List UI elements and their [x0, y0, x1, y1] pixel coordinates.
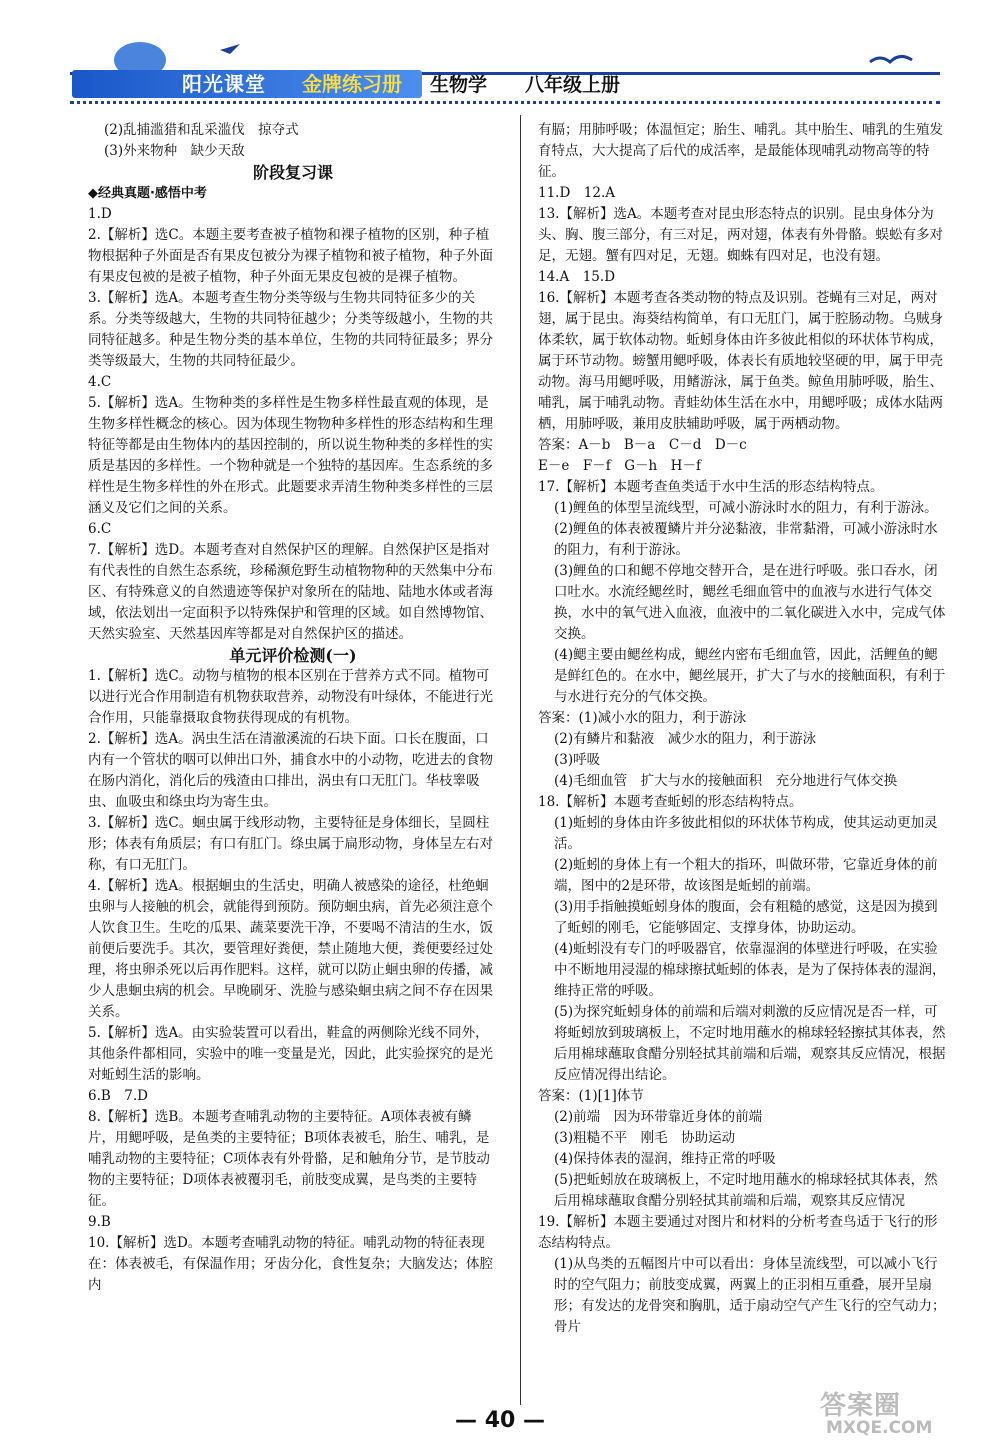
section-heading: 单元评价检测(一) — [229, 646, 357, 665]
answer-paragraph: (3)粗糙不平 刚毛 协助运动 — [554, 1130, 736, 1146]
answer-paragraph: 19.【解析】本题主要通过对图片和材料的分析考查鸟适于飞行的形态结构特点。 — [538, 1214, 938, 1251]
answer-paragraph: 9.B — [88, 1214, 111, 1230]
answer-paragraph: (2)蚯蚓的身体上有一个粗大的指环，叫做环带，它靠近身体的前端，图中的2是环带，故该图是蚯蚓的前端。 — [554, 857, 938, 894]
answer-paragraph: (5)把蚯蚓放在玻璃板上，不定时地用蘸水的棉球轻拭其体表，然后用棉球蘸取食醋分别轻拭其前端和后端，观察其反应情况 — [554, 1172, 938, 1209]
answer-paragraph: (4)保持体表的湿润，维持正常的呼吸 — [554, 1151, 776, 1167]
answer-paragraph: (4)毛细血管 扩大与水的接触面积 充分地进行气体交换 — [554, 773, 898, 789]
answer-paragraph: 有膈；用肺呼吸；体温恒定；胎生、哺乳。其中胎生、哺乳的生殖发育特点，大大提高了后代的成活率，是最能体现哺乳动物高等的特征。 — [538, 122, 943, 180]
answer-paragraph: 7.【解析】选D。本题考查对自然保护区的理解。自然保护区是指对有代表性的自然生态系统，珍稀濒危野生动植物物种的天然集中分布区、有特殊意义的自然遗迹等保护对象所在的陆地、陆地水体或者海域，依法划出一定面积予以特殊保护和管理的区域。如自然博物馆、天然实验室、天然基因库等都是对自然保护区的描述。 — [88, 542, 493, 642]
answer-paragraph: 10.【解析】选D。本题考查哺乳动物的特征。哺乳动物的特征表现在：体表被毛，有保温作用；牙齿分化，食性复杂；大脑发达；体腔内 — [88, 1235, 493, 1293]
answer-paragraph: 16.【解析】本题考查各类动物的特点及识别。苍蝇有三对足，两对翅，属于昆虫。海葵结构简单，有口无肛门，属于腔肠动物。乌贼身体柔软，属于软体动物。蚯蚓身体由许多彼此相似的环状体节构成，属于环节动物。螃蟹用鳃呼吸，体表长有质地较坚硬的甲，属于甲壳动物。海马用鳃呼吸，用鳍游泳，属于鱼类。鲸鱼用肺呼吸，胎生、哺乳，属于哺乳动物。青蛙幼体生活在水中，用鳃呼吸；成体水陆两栖，用肺呼吸，兼用皮肤辅助呼吸，属于两栖动物。 — [538, 290, 943, 432]
subsection-heading: ◆经典真题·感悟中考 — [88, 186, 207, 201]
page-header — [70, 40, 940, 102]
answer-paragraph: (2)有鳞片和黏液 减少水的阻力，利于游泳 — [554, 731, 817, 747]
answer-paragraph: 8.【解析】选B。本题考查哺乳动物的主要特征。A项体表被有鳞片，用鳃呼吸，是鱼类的主要特征；B项体表被毛，胎生、哺乳，是哺乳动物的主要特征；C项体表有外骨骼，足和触角分节，是节肢动物的主要特征；D项体表被覆羽毛，前肢变成翼，是鸟类的主要特征。 — [88, 1109, 490, 1209]
answer-paragraph: (2)鲤鱼的体表被覆鳞片并分泌黏液，非常黏滑，可减小游泳时水的阻力，有利于游泳。 — [554, 521, 938, 558]
section-heading: 阶段复习课 — [252, 163, 333, 182]
watermark-logo: 答案圈 — [820, 1391, 902, 1421]
answer-paragraph: (1)从鸟类的五幅图片中可以看出：身体呈流线型，可以减小飞行时的空气阻力；前肢变成翼，两翼上的正羽相互重叠，展开呈扇形；有发达的龙骨突和胸肌，适于扇动空气产生飞行的空气动力；骨片 — [554, 1256, 946, 1335]
answer-paragraph: 答案：A－b B－a C－d D－c — [538, 437, 747, 453]
left-column — [88, 120, 498, 1296]
answer-paragraph: 6.C — [88, 521, 112, 537]
answer-paragraph: (1)鲤鱼的体型呈流线型，可减小游泳时水的阻力，有利于游泳。 — [554, 500, 938, 516]
answer-paragraph: 1.【解析】选C。动物与植物的根本区别在于营养方式不同。植物可以进行光合作用制造有机物获取营养，动物没有叶绿体，不能进行光合作用，只能靠摄取食物获得现成的有机物。 — [88, 668, 493, 726]
answer-paragraph: (4)蚯蚓没有专门的呼吸器官，依靠湿润的体壁进行呼吸，在实验中不断地用浸湿的棉球擦拭蚯蚓的体表，是为了保持体表的湿润，维持正常的呼吸。 — [554, 941, 946, 999]
logo-sub-text: 金牌练习册 — [302, 72, 402, 96]
answer-paragraph: 3.【解析】选A。本题考查生物分类等级与生物共同特征多少的关系。分类等级越大，生物的共同特征越少；分类等级越小，生物的共同特征越多。种是生物分类的基本单位，生物的共同特征最多；界分类等级最大，生物的共同特征最少。 — [88, 290, 493, 369]
answer-paragraph: 5.【解析】选A。生物种类的多样性是生物多样性最直观的体现，是生物多样性概念的核心。因为体现生物物种多样性的形态结构和生理特征等都是由生物体内的基因控制的，所以说生物种类的多样性的实质是基因的多样性。一个物种就是一个独特的基因库。生态系统的多样性是生物多样性的外在形式。此题要求弄清生物种类多样性的三层涵义及它们之间的关系。 — [88, 395, 493, 516]
answer-paragraph: (2)乱捕滥猎和乱采滥伐 掠夺式 — [104, 122, 299, 138]
logo-main-text: 阳光课堂 — [182, 72, 266, 96]
column-divider — [520, 115, 521, 1405]
answer-paragraph: 14.A 15.D — [538, 269, 616, 285]
answer-paragraph: (4)鳃主要由鳃丝构成，鳃丝内密布毛细血管，因此，活鲤鱼的鳃是鲜红色的。在水中，鳃丝展开，扩大了与水的接触面积，有利于与水进行充分的气体交换。 — [554, 647, 946, 705]
answer-paragraph: 2.【解析】选C。本题主要考查被子植物和裸子植物的区别，种子植物根据种子外面是否有果皮包被分为裸子植物和被子植物，种子外面有果皮包被的是被子植物，种子外面无果皮包被的是裸子植物。 — [88, 227, 493, 285]
answer-paragraph: 6.B 7.D — [88, 1088, 149, 1104]
answer-paragraph: 4.【解析】选A。根据蛔虫的生活史，明确人被感染的途径，杜绝蛔虫卵与人接触的机会，就能得到预防。预防蛔虫病，首先必须注意个人饮食卫生。生吃的瓜果、蔬菜要洗干净，不要喝不清洁的生水，饭前便后要洗手。其次，要管理好粪便，禁止随地大便，粪便要经过处理，将虫卵杀死以后再作肥料。这样，就可以防止蛔虫卵的传播，减少人患蛔虫病的机会。早晚刷牙、洗脸与感染蛔虫病之间不存在因果关系。 — [88, 878, 493, 1020]
grade-label: 八年级上册 — [525, 74, 621, 96]
answer-paragraph: (3)鲤鱼的口和鳃不停地交替开合，是在进行呼吸。张口吞水，闭口吐水。水流经鳃丝时，鳃丝毛细血管中的血液与水进行气体交换，水中的氧气进入血液，血液中的二氧化碳进入水中，完成气体交换。 — [554, 563, 946, 642]
answer-paragraph: 17.【解析】本题考查鱼类适于水中生活的形态结构特点。 — [538, 479, 884, 495]
answer-paragraph: E－e F－f G－h H－f — [538, 458, 701, 474]
watermark-url: MXQE.COM — [826, 1418, 933, 1438]
subject-label: 生物学 — [430, 74, 488, 96]
answer-paragraph: 答案：(1)[1]体节 — [538, 1088, 644, 1104]
answer-paragraph: 11.D 12.A — [538, 185, 616, 201]
answer-paragraph: (3)用手指触摸蚯蚓身体的腹面，会有粗糙的感觉，这是因为摸到了蚯蚓的刚毛，它能够固定、支撑身体，协助运动。 — [554, 899, 938, 936]
answer-paragraph: 答案：(1)减小水的阻力，利于游泳 — [538, 710, 747, 726]
page-number: — 40 — — [455, 1408, 545, 1433]
right-column — [538, 120, 950, 1338]
answer-paragraph: 5.【解析】选A。由实验装置可以看出，鞋盒的两侧除光线不同外，其他条件都相同，实验中的唯一变量是光，因此，此实验探究的是光对蚯蚓生活的影响。 — [88, 1025, 493, 1083]
answer-paragraph: (3)外来物种 缺少天敌 — [104, 143, 245, 159]
answer-paragraph: 3.【解析】选C。蛔虫属于线形动物，主要特征是身体细长，呈圆柱形；体表有角质层；有口有肛门。绦虫属于扁形动物，身体呈左右对称，有口无肛门。 — [88, 815, 493, 873]
answer-paragraph: (5)为探究蚯蚓身体的前端和后端对刺激的反应情况是否一样，可将蚯蚓放到玻璃板上，不定时地用蘸水的棉球轻轻擦拭其体表，然后用棉球蘸取食醋分别轻拭其前端和后端，观察其反应情况，根据反应情况得出结论。 — [554, 1004, 946, 1083]
answer-paragraph: (2)前端 因为环带靠近身体的前端 — [554, 1109, 763, 1125]
answer-paragraph: 18.【解析】本题考查蚯蚓的形态结构特点。 — [538, 794, 803, 810]
answer-paragraph: 1.D — [88, 206, 112, 222]
answer-paragraph: 4.C — [88, 374, 112, 390]
answer-paragraph: (3)呼吸 — [554, 752, 601, 768]
answer-paragraph: 2.【解析】选A。涡虫生活在清澈溪流的石块下面。口长在腹面，口内有一个管状的咽可以伸出口外，捕食水中的小动物，吃进去的食物在肠内消化，消化后的残渣由口排出，涡虫有口无肛门。华枝睾吸虫、血吸虫和绦虫均为寄生虫。 — [88, 731, 493, 810]
answer-paragraph: (1)蚯蚓的身体由许多彼此相似的环状体节构成，使其运动更加灵活。 — [554, 815, 938, 852]
answer-paragraph: 13.【解析】选A。本题考查对昆虫形态特点的识别。昆虫身体分为头、胸、腹三部分，有三对足，两对翅，体表有外骨骼。蜈蚣有多对足，无翅。蟹有四对足，无翅。蜘蛛有四对足，也没有翅。 — [538, 206, 943, 264]
